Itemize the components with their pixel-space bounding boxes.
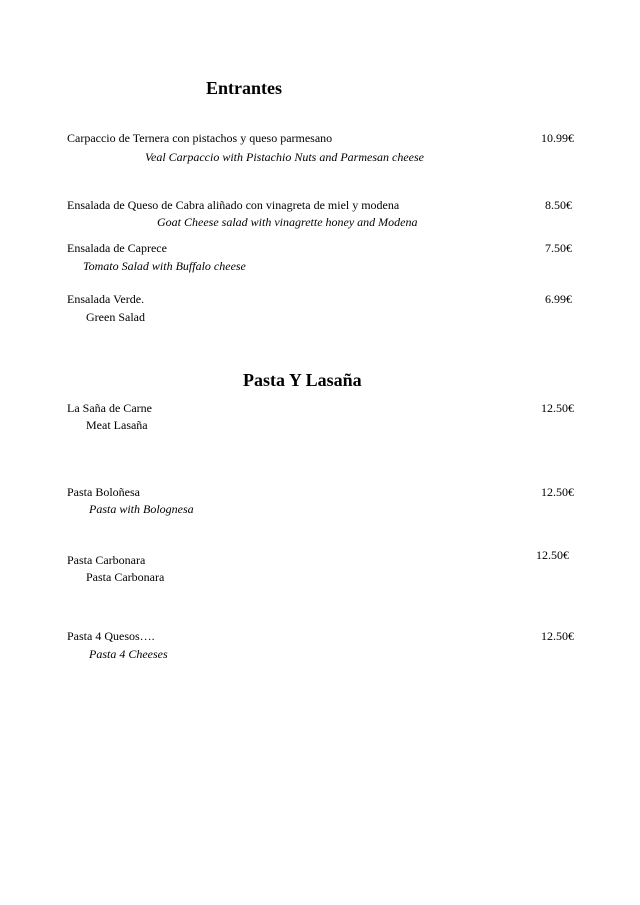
item-name-es: Ensalada Verde. [67,292,145,306]
item-price: 8.50€ [545,198,572,212]
item-name-es: Pasta Carbonara [67,553,146,567]
item-name-en: Goat Cheese salad with vinagrette honey and Modena [157,215,418,229]
item-name-en: Green Salad [86,310,145,324]
item-price: 12.50€ [541,629,574,643]
item-name-en: Pasta with Bolognesa [89,502,194,516]
item-name-es: Ensalada de Caprece [67,241,167,255]
item-name-es: Ensalada de Queso de Cabra aliñado con vinagreta de miel y modena [67,198,400,212]
item-price: 12.50€ [536,548,569,562]
item-price: 12.50€ [541,485,574,499]
section-title-pasta: Pasta Y Lasaña [243,370,362,390]
item-price: 10.99€ [541,131,574,145]
item-name-es: Pasta 4 Quesos…. [67,629,155,643]
item-name-en: Pasta Carbonara [86,570,165,584]
item-name-en: Pasta 4 Cheeses [89,647,168,661]
item-name-es: La Saña de Carne [67,401,152,415]
item-price: 12.50€ [541,401,574,415]
item-price: 6.99€ [545,292,572,306]
item-name-en: Meat Lasaña [86,418,148,432]
item-name-es: Carpaccio de Ternera con pistachos y queso parmesano [67,131,333,145]
section-title-entrantes: Entrantes [206,78,282,98]
item-price: 7.50€ [545,241,572,255]
item-name-en: Veal Carpaccio with Pistachio Nuts and Parmesan cheese [145,150,424,164]
item-name-en: Tomato Salad with Buffalo cheese [83,259,246,273]
item-name-es: Pasta Boloñesa [67,485,140,499]
